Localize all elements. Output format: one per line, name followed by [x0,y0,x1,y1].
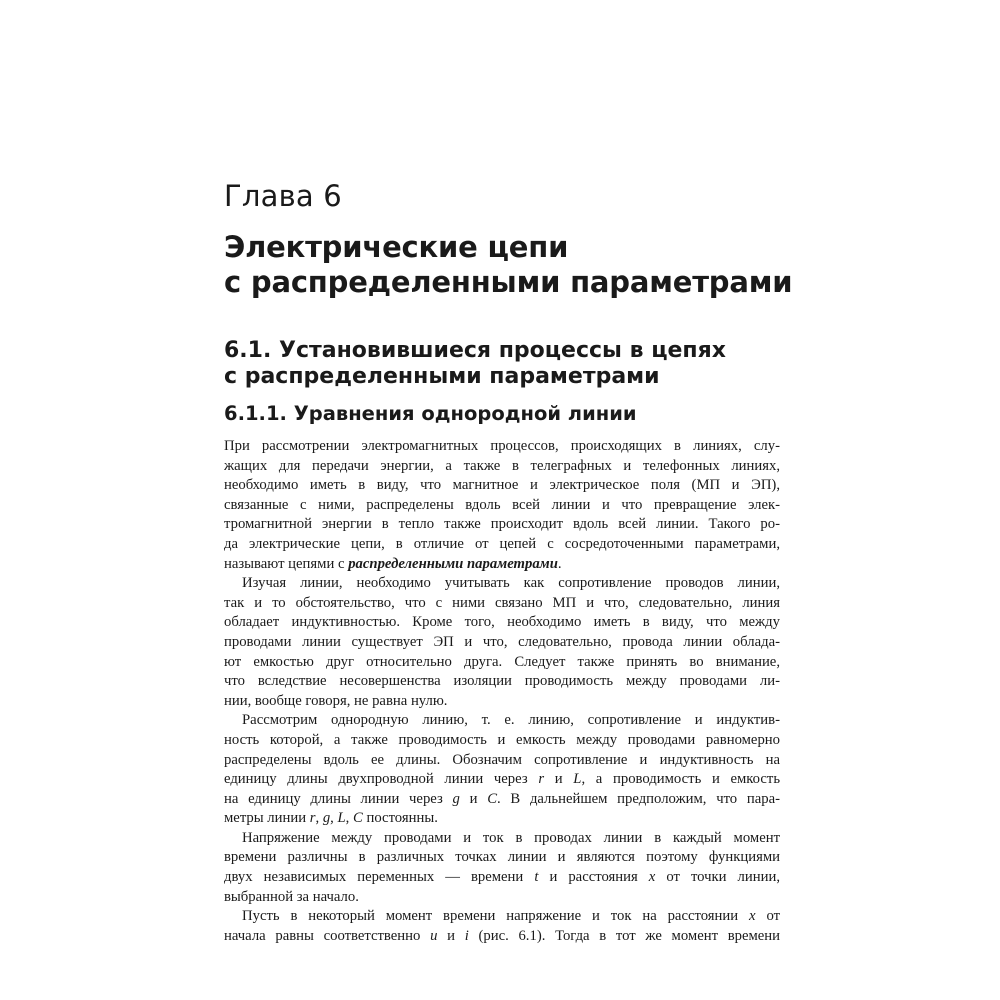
paragraph-4 [224,829,780,907]
body-text [224,437,780,946]
text-run: называют цепями с [224,555,349,572]
text-line: необходимо иметь в виду, что магнитное и электрическое поля (МП и ЭП), [224,477,780,494]
text-line [224,555,780,575]
math-variable-x: x [749,908,756,925]
math-variable-i: i [464,927,469,944]
math-variable-L: L [337,810,346,827]
paragraph-1 [224,437,780,574]
text-line: обладает индуктивностью. Кроме того, необходимо иметь в виду, что между [224,614,780,631]
chapter-label: Глава 6 [224,179,342,213]
text-line [224,790,780,810]
text-line: так и то обстоятельство, что с ними связано МП и что, следовательно, линия [224,594,780,611]
text-run: от [766,908,780,925]
math-variable-u: u [430,927,438,944]
math-variable-g: g [452,790,460,807]
text-line: жащих для передачи энергии, а также в телеграфных и телефонных линиях, [224,457,780,474]
section-title-line-2: с распределенными параметрами [224,364,660,389]
text-run: и [447,927,455,944]
section-title-line-1: 6.1. Установившиеся процессы в цепях [224,338,726,363]
text-run: на единицу длины линии через [224,790,443,807]
subsection-title: 6.1.1. Уравнения однородной линии [224,402,637,425]
text-run: . [557,555,562,572]
text-line: проводами линии существует ЭП и что, следовательно, провода линии облада- [224,633,780,650]
text-run: и расстояния [549,869,638,886]
punctuation: , [315,810,320,827]
text-line: При рассмотрении электромагнитных процессов, происходящих в линиях, слу- [224,438,780,454]
text-line: да электрические цепи, в отличие от цепей с сосредоточенными параметрами, [224,535,780,552]
punctuation: , [330,810,334,827]
math-variable-r: r [538,771,545,788]
chapter-title-line-1: Электрические цепи [224,230,569,264]
text-line: ют емкостью друг относительно друга. Следует также принять во внимание, [224,653,780,670]
text-line: связанные с ними, распределены вдоль всей линии и что превращение элек- [224,496,780,513]
math-variable-t: t [534,869,539,886]
text-line [224,809,780,829]
paragraph-3 [224,711,780,829]
math-variable-x: x [648,869,656,886]
text-line: времени различны в различных точках линии и являются поэтому функциями [224,849,780,866]
text-line [224,907,780,927]
math-variable-g: g [322,810,331,827]
text-run: единицу длины двухпроводной линии через [224,771,528,788]
text-run: метры линии [224,810,307,827]
text-line [224,770,780,790]
text-run: Пусть в некоторый момент времени напряжение и ток на расстоянии [242,908,739,925]
text-run: и [469,790,478,807]
text-line: выбранной за начало. [224,888,359,905]
text-run: . В дальнейшем предположим, что пара- [497,790,780,807]
paragraph-5 [224,907,780,946]
text-line: тромагнитной энергии в тепло также происходит вдоль всей линии. Такого ро- [224,516,780,533]
text-run: постоянны. [366,810,438,827]
defined-term: распределенными параметрами [348,555,558,572]
text-line: нии, вообще говоря, не равна нулю. [224,692,448,709]
text-line: что вследствие несовершенства изоляции проводимость между проводами ли- [224,673,780,690]
text-run: (рис. 6.1). Тогда в тот же момент времени [478,927,780,944]
math-variable-L: L [573,771,582,788]
math-variable-r: r [309,810,316,827]
text-run: и [554,771,563,788]
text-run: , а проводимость и емкость [581,771,780,788]
text-run: начала равны соответственно [224,927,421,944]
text-line: ность которой, а также проводимость и емкость между проводами равномерно [224,731,780,748]
chapter-title-line-2: с распределенными параметрами [224,265,793,299]
paragraph-2 [224,574,780,711]
punctuation: , [345,810,350,827]
text-line: Изучая линии, необходимо учитывать как сопротивление проводов линии, [242,575,780,592]
text-line [224,868,780,888]
text-line: Напряжение между проводами и ток в проводах линии в каждый момент [242,829,780,846]
text-line: Рассмотрим однородную линию, т. е. линию, сопротивление и индуктив- [242,712,780,729]
text-line [224,927,780,947]
text-run: от точки линии, [666,869,780,886]
math-variable-C: C [353,810,363,827]
text-line: распределены вдоль ее длины. Обозначим сопротивление и индуктивность на [224,751,780,768]
text-run: двух независимых переменных — времени [224,869,524,886]
math-variable-C: C [487,790,498,807]
